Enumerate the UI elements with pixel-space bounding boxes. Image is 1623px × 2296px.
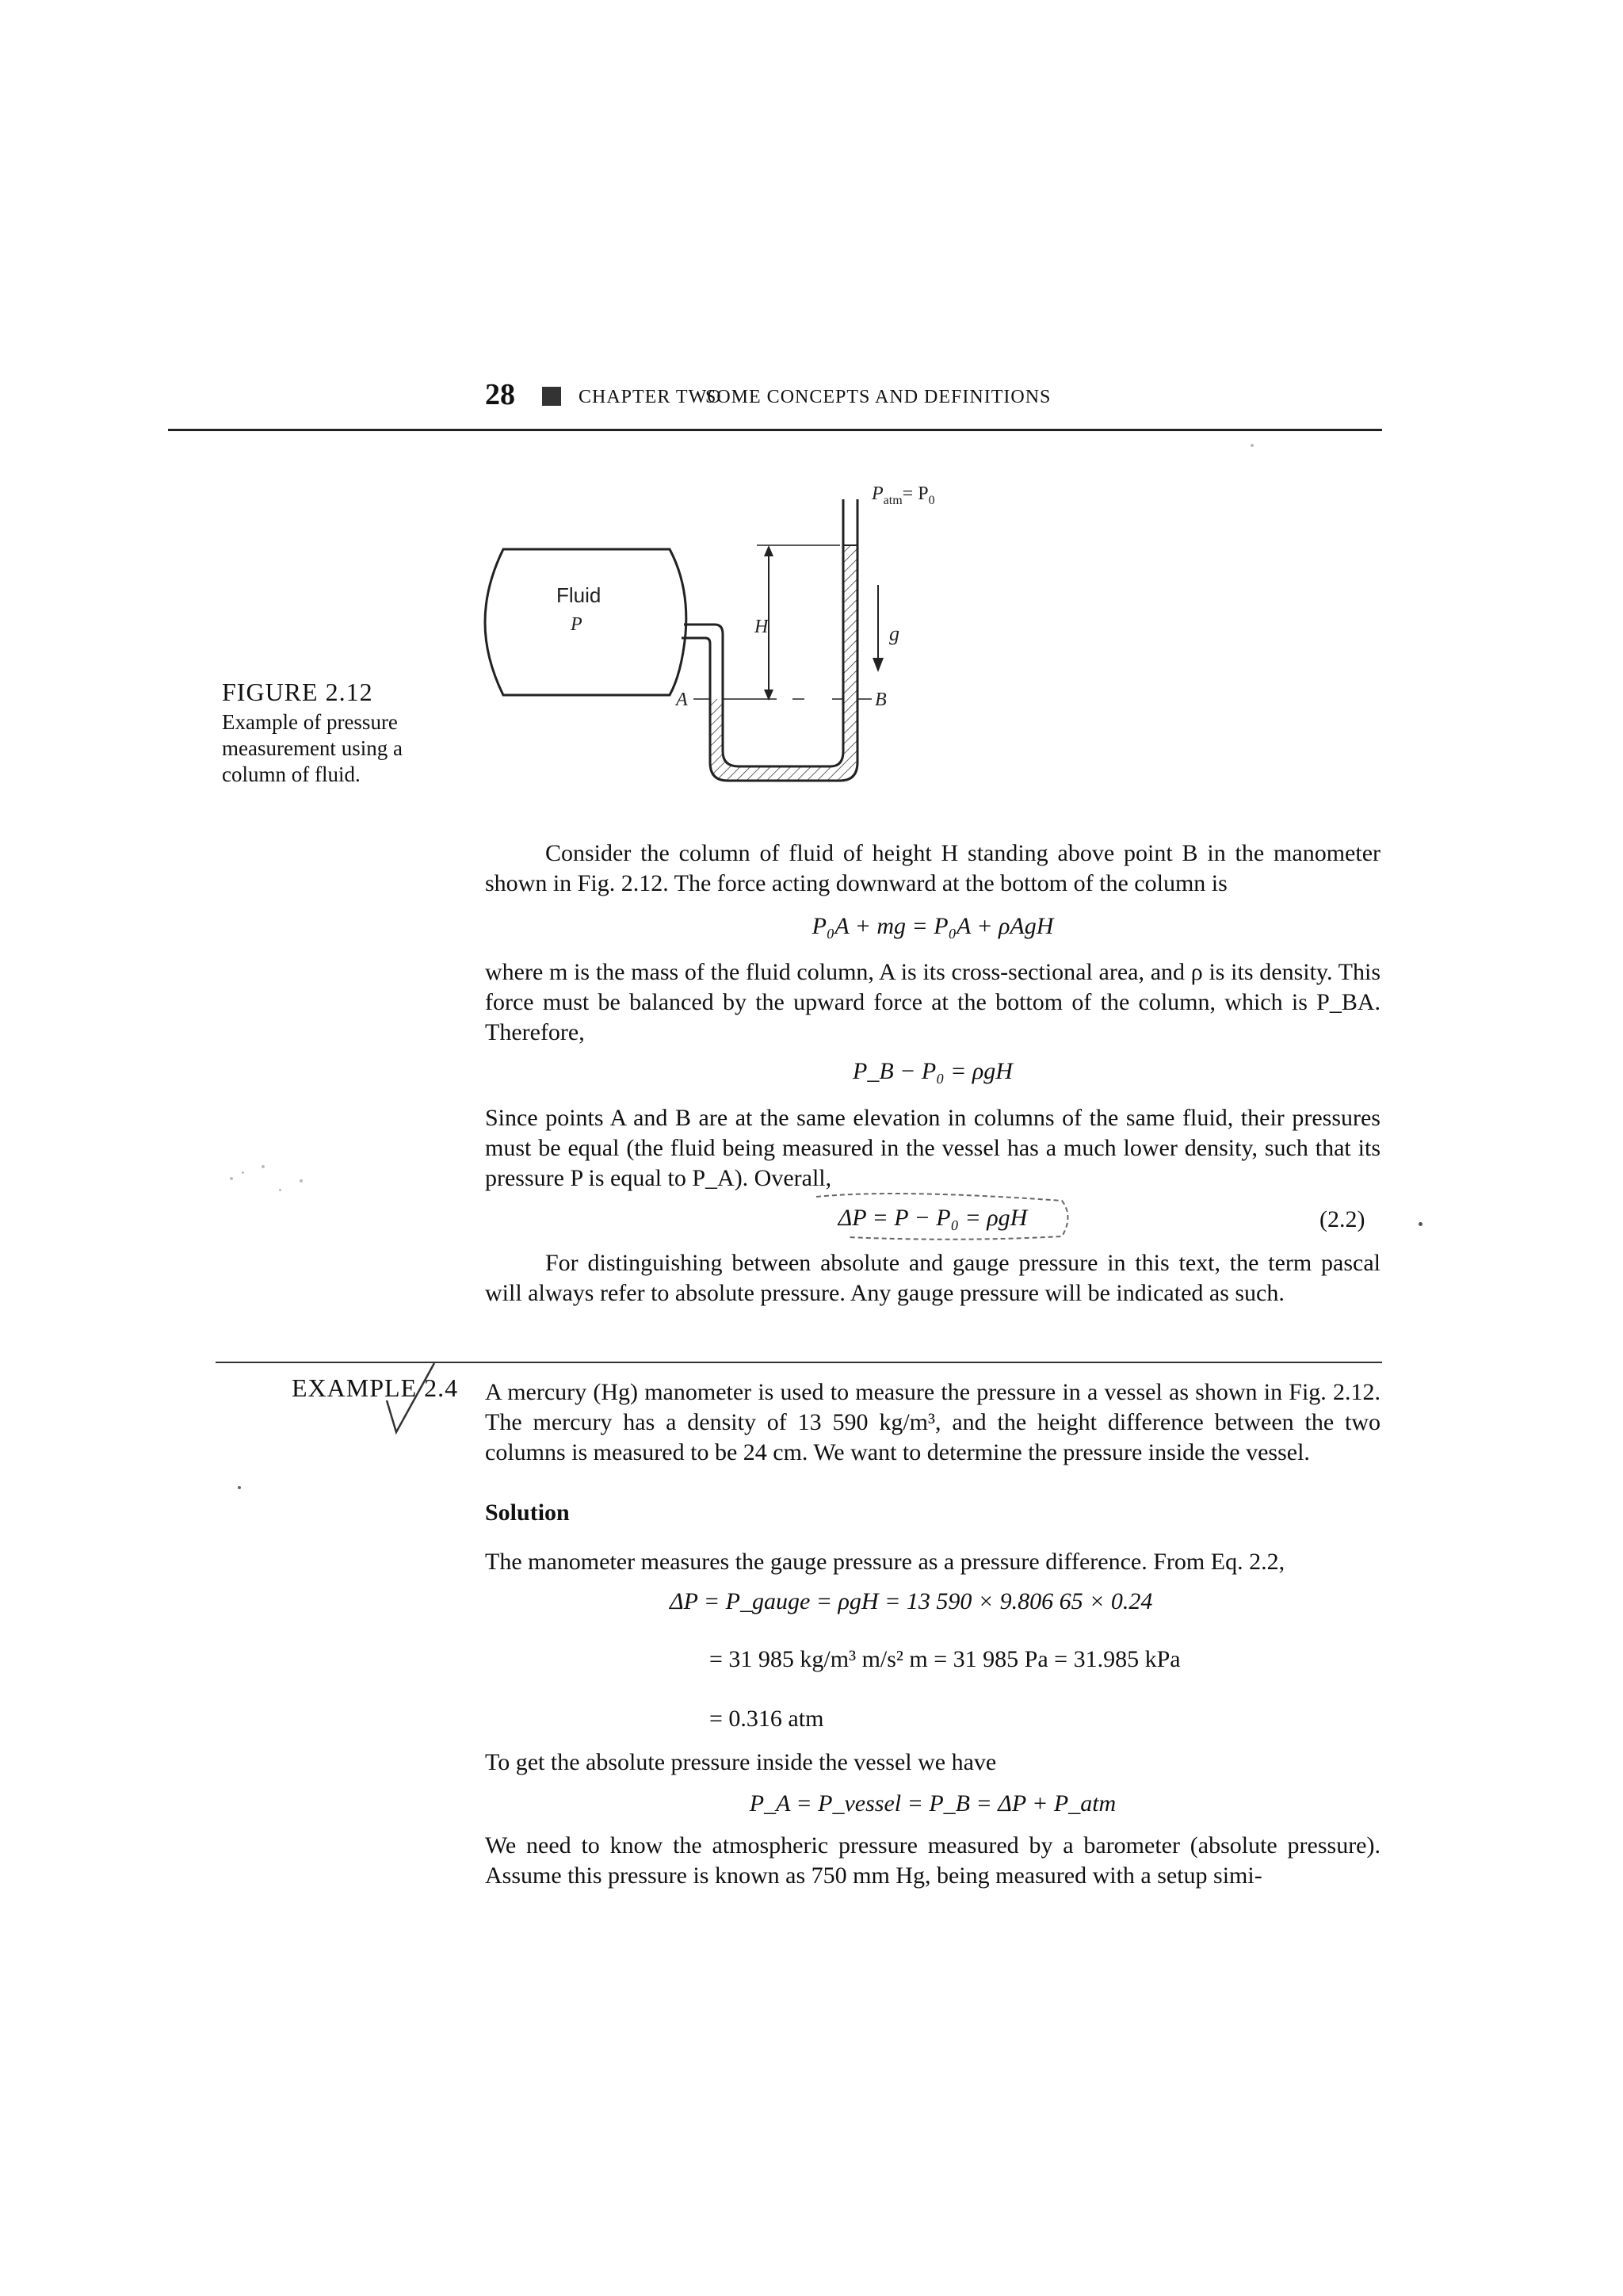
solution-absolute-intro: To get the absolute pressure inside the vessel we have xyxy=(485,1749,997,1775)
example-statement: A mercury (Hg) manometer is used to measure the pressure in a vessel as shown in Fig. 2.12. The mercury has a density of 13 590 kg/m³, and the height difference between the two columns is measured to be 24 cm. We want to determine the pressure inside the vessel. xyxy=(485,1379,1381,1465)
solution-heading: Solution xyxy=(485,1499,570,1526)
solution-barometer-paragraph: We need to know the atmospheric pressure measured by a barometer (absolute pressure). Assume this pressure is known as 750 mm Hg, being measured with a setup simi- xyxy=(485,1832,1381,1889)
figure-label: FIGURE 2.12 xyxy=(222,678,373,706)
label-gravity: g xyxy=(889,622,899,645)
chapter-label: CHAPTER TWO xyxy=(579,387,722,407)
header-rule xyxy=(168,429,1382,431)
label-vessel-pressure: P xyxy=(571,614,582,635)
paragraph-gauge-note: For distinguishing between absolute and gauge pressure in this text, the term pascal will always refer to absolute pressure. Any gauge pressure will be indicated as such. xyxy=(485,1250,1381,1306)
equation-2-2: ΔP = P − P₀ = ρgH xyxy=(838,1205,1028,1231)
label-height: H xyxy=(754,617,769,637)
header-square-icon xyxy=(542,387,561,406)
page-number: 28 xyxy=(485,378,515,411)
equation-force-downward: P₀A + mg = P₀A + ρAgH xyxy=(812,913,1054,939)
equation-pressure-difference: P_B − P₀ = ρgH xyxy=(853,1058,1013,1084)
label-point-b: B xyxy=(875,690,887,710)
solution-equation-gauge: ΔP = P_gauge = ρgH = 13 590 × 9.806 65 × 0.24 xyxy=(670,1588,1153,1614)
label-patm: $P_{atm}= P_0$ xyxy=(872,483,935,507)
page-header xyxy=(485,377,1357,417)
mercury-fill xyxy=(710,545,857,781)
solution-equation-atm: = 0.316 atm xyxy=(709,1706,824,1732)
label-fluid: Fluid xyxy=(556,583,601,607)
solution-equation-absolute: P_A = P_vessel = P_B = ΔP + P_atm xyxy=(749,1790,1117,1817)
solution-equation-pascal: = 31 985 kg/m³ m/s² m = 31 985 Pa = 31.985 kPa xyxy=(709,1646,1181,1672)
solution-intro: The manometer measures the gauge pressure as a pressure difference. From Eq. 2.2, xyxy=(485,1549,1285,1575)
manometer-diagram xyxy=(444,468,999,840)
u-tube-inner xyxy=(723,499,843,766)
vessel-outline xyxy=(485,549,686,695)
figure-caption: Example of pressure measurement using a column of fluid. xyxy=(222,710,403,786)
handwritten-check-mark xyxy=(379,1357,442,1444)
label-point-a: A xyxy=(676,690,688,710)
connector-pipe xyxy=(684,625,723,699)
paragraph-force-balance: where m is the mass of the fluid column, A is its cross-sectional area, and ρ is its density. This force must be balanced by the upward force at the bottom of the column, which is P_BA. Therefore, xyxy=(485,959,1381,1045)
paragraph-equal-pressures: Since points A and B are at the same elevation in columns of the same fluid, their pressures must be equal (the fluid being measured in the vessel has a much lower density, such that its pressure P is equal to P_A). Overall, xyxy=(485,1105,1381,1191)
handwritten-box-mark xyxy=(800,1185,1086,1248)
example-label: EXAMPLE 2.4 xyxy=(292,1373,459,1402)
paragraph-column-description: Consider the column of fluid of height H standing above point B in the manometer shown in Fig. 2.12. The force acting downward at the bottom of the column is xyxy=(485,840,1381,896)
equation-number: (2.2) xyxy=(1319,1206,1365,1232)
u-tube-outer xyxy=(710,499,857,781)
chapter-title: SOME CONCEPTS AND DEFINITIONS xyxy=(705,387,1052,407)
